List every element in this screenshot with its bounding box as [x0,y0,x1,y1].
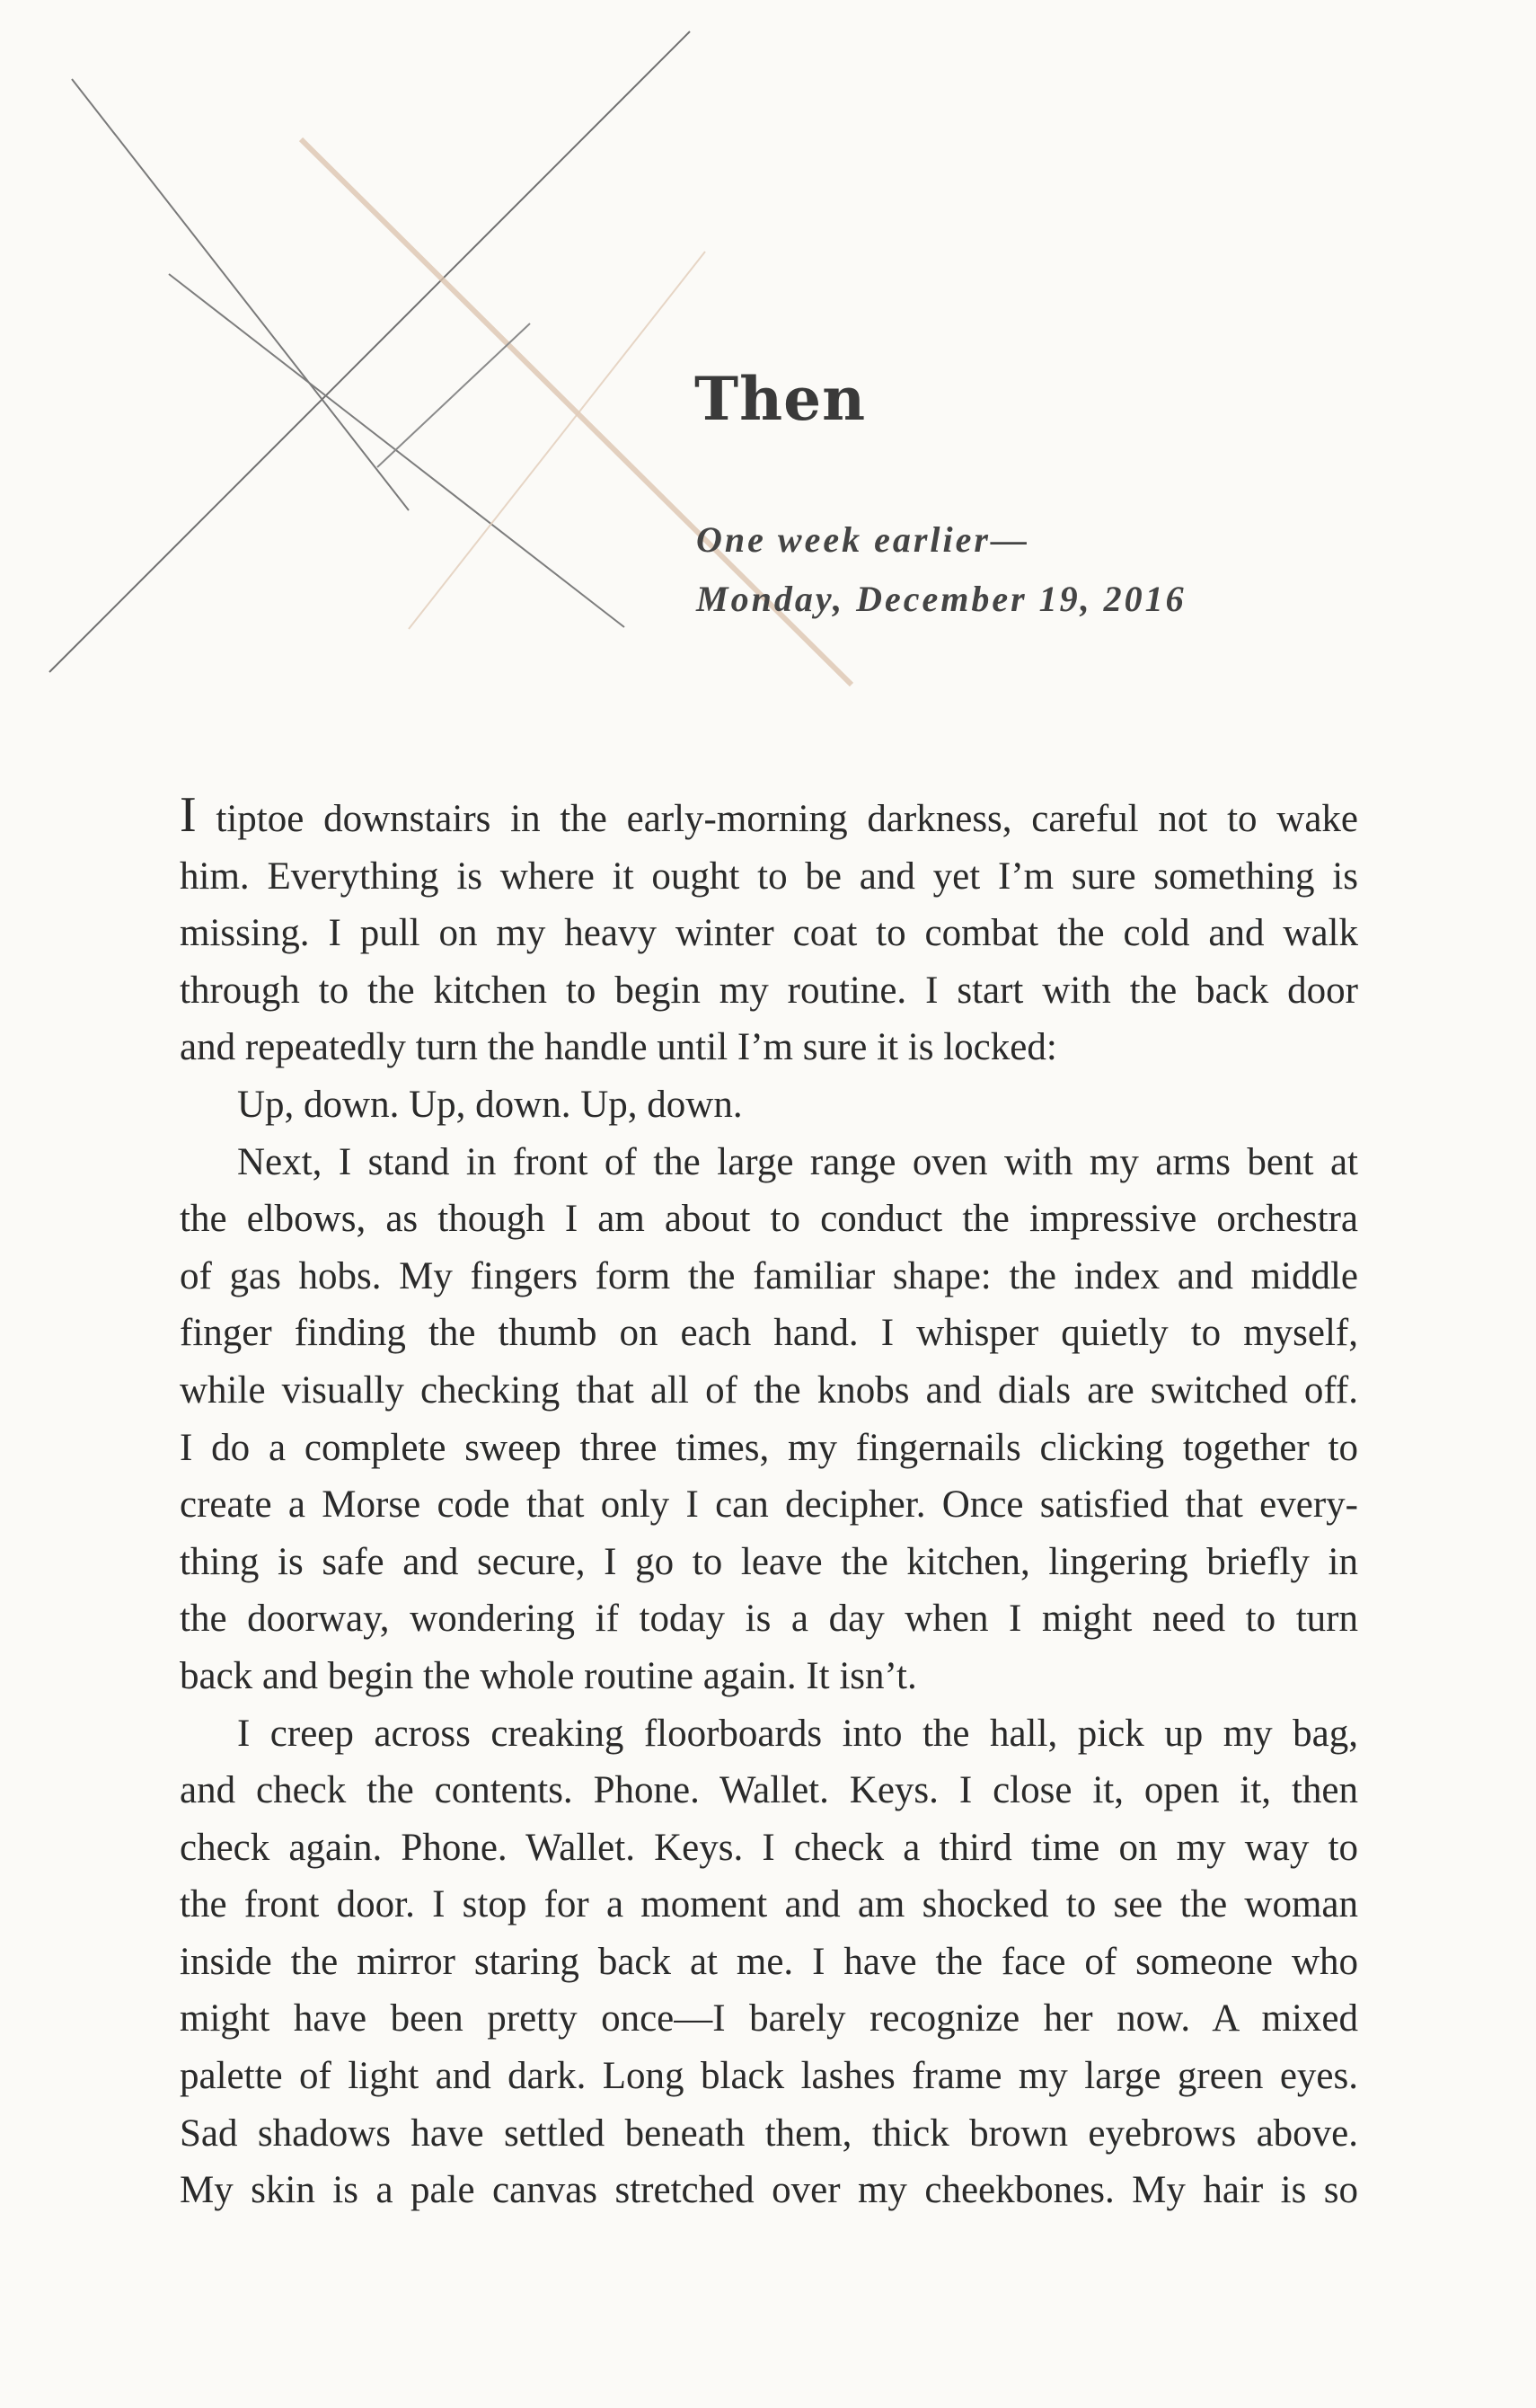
body-line: while visually checking that all of the knobs and dials are switched off. [180,1368,1358,1412]
body-line: palette of light and dark. Long black lashes frame my large green eyes. [180,2055,1358,2098]
body-line: Up, down. Up, down. Up, down. [237,1083,743,1126]
body-line: Next, I stand in front of the large range oven with my arms bent at [237,1140,1358,1183]
body-line: of gas hobs. My fingers form the familiar shape: the index and middle [180,1254,1358,1297]
body-line: through to the kitchen to begin my routine. I start with the back door [180,969,1358,1012]
body-line: I creep across creaking floorboards into the hall, pick up my bag, [237,1712,1358,1755]
chapter-title: Then [694,364,867,434]
body-line: the doorway, wondering if today is a day when I might need to turn [180,1598,1358,1641]
body-line: back and begin the whole routine again. It isn’t. [180,1654,917,1697]
body-line: My skin is a pale canvas stretched over my cheekbones. My hair is so [180,2169,1358,2212]
body-line: and repeatedly turn the handle until I’m sure it is locked: [180,1026,1057,1069]
body-line-rest: tiptoe downstairs in the early-morning darkness, careful not to wake [196,798,1358,840]
body-line: him. Everything is where it ought to be and yet I’m sure something is [180,854,1358,898]
body-line: and check the contents. Phone. Wallet. Keys. I close it, open it, then [180,1769,1358,1812]
body-line [180,787,1358,848]
dateline-line-2: Monday, December 19, 2016 [696,579,1187,619]
body-line: create a Morse code that only I can decipher. Once satisfied that every- [180,1483,1358,1527]
body-line: might have been pretty once—I barely recognize her now. A mixed [180,1997,1358,2041]
body-line: the elbows, as though I am about to conduct the impressive orchestra [180,1198,1358,1241]
body-line: Sad shadows have settled beneath them, thick brown eyebrows above. [180,2111,1358,2155]
body-line: inside the mirror staring back at me. I have the face of someone who [180,1940,1358,1983]
body-text [180,787,1358,2219]
ornament-line-upper-left [72,79,409,510]
ornament-line-long-diagonal [49,31,690,672]
ornament-line-tan-thin [409,252,705,629]
ornament-line-middle [169,274,624,627]
ornament-line-short-cross [377,323,530,467]
body-line: I do a complete sweep three times, my fingernails clicking together to [180,1426,1358,1469]
body-line: missing. I pull on my heavy winter coat to combat the cold and walk [180,912,1358,955]
body-line: finger finding the thumb on each hand. I whisper quietly to myself, [180,1312,1358,1355]
body-line: check again. Phone. Wallet. Keys. I check a third time on my way to [180,1826,1358,1869]
body-line: thing is safe and secure, I go to leave the kitchen, lingering briefly in [180,1540,1358,1583]
chapter-dateline [696,510,1187,629]
drop-cap: I [180,787,197,843]
dateline-line-1: One week earlier— [696,519,1029,560]
body-line: the front door. I stop for a moment and am shocked to see the woman [180,1883,1358,1926]
